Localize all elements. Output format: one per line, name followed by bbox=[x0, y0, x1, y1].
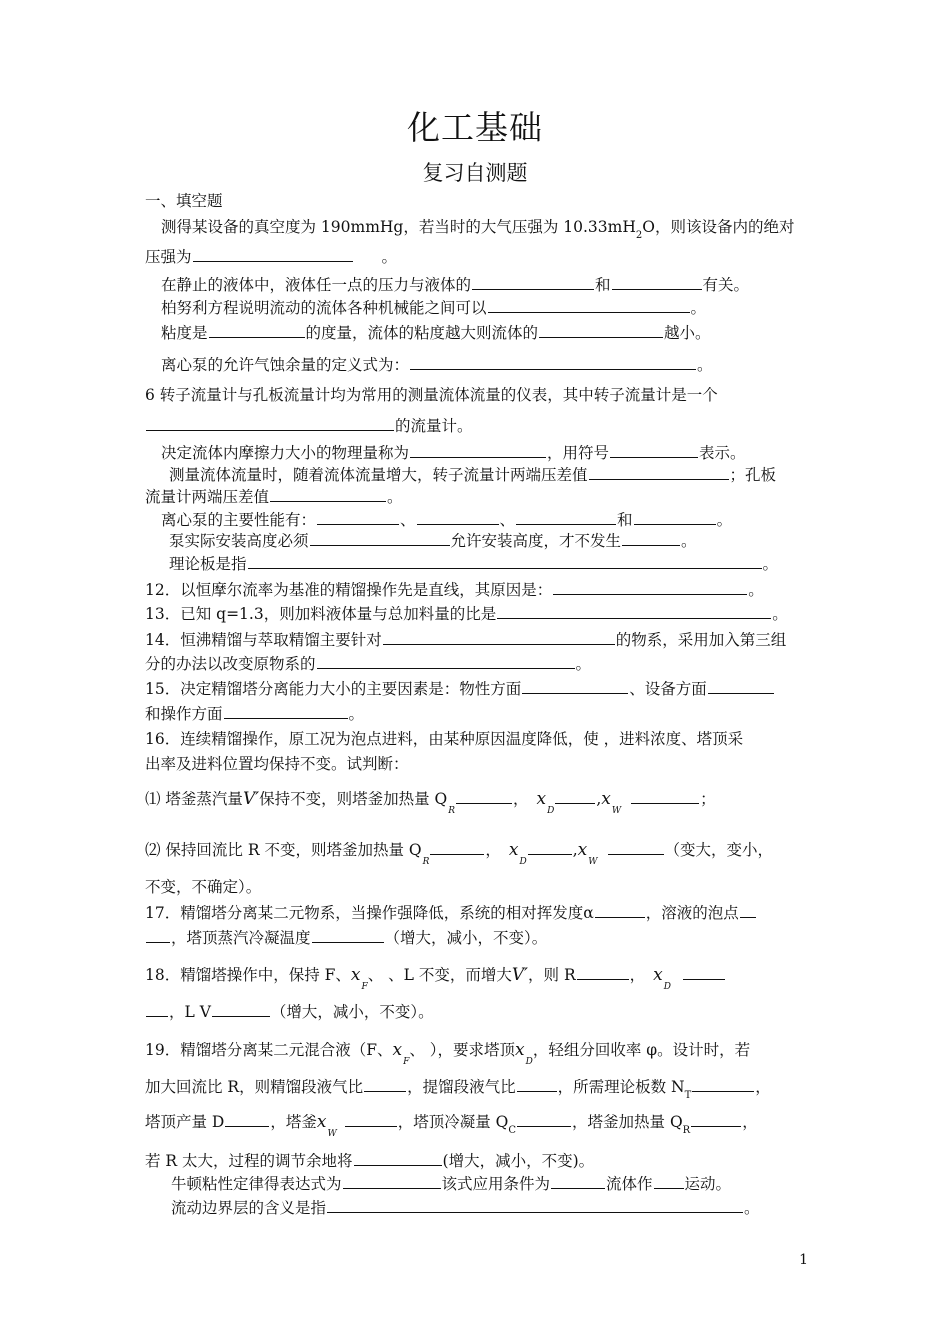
blank[interactable] bbox=[310, 531, 450, 546]
blank[interactable] bbox=[343, 1174, 441, 1189]
question-7: 决定流体内摩擦力大小的物理量称为 ，用符号 表示。 bbox=[161, 444, 746, 462]
page-subtitle: 复习自测题 bbox=[422, 161, 528, 185]
blank[interactable] bbox=[517, 1077, 557, 1092]
blank[interactable] bbox=[577, 965, 629, 980]
blank[interactable] bbox=[383, 630, 615, 645]
blank[interactable] bbox=[691, 1112, 741, 1127]
blank[interactable] bbox=[595, 903, 645, 918]
blank[interactable] bbox=[610, 443, 698, 458]
blank[interactable] bbox=[327, 1198, 743, 1213]
blank[interactable] bbox=[209, 323, 305, 338]
question-13: 13．已知 q=1.3，则加料液体量与总加料量的比是 。 bbox=[145, 605, 788, 623]
question-6-line-2: 的流量计。 bbox=[145, 416, 473, 436]
blank[interactable] bbox=[654, 1174, 684, 1189]
question-12: 12．以恒摩尔流率为基准的精馏操作先是直线，其原因是： 。 bbox=[145, 581, 764, 599]
blank[interactable] bbox=[522, 679, 628, 694]
blank[interactable] bbox=[146, 928, 170, 943]
question-16-line-1: 16．连续精馏操作，原工况为泡点进料，由某种原因温度降低，使 ，进料浓度、塔顶采 bbox=[145, 730, 744, 748]
question-15-line-2: 和操作方面 。 bbox=[145, 705, 365, 723]
question-19-line-3: 塔顶产量 D ，塔釜$x_W$，塔顶冷凝量 $Q_C$ ，塔釜加热量 $Q_R$ ， bbox=[145, 1112, 758, 1139]
section-heading: 一、填空题 bbox=[145, 192, 223, 210]
question-4: 粘度是 的度量，流体的粘度越大则流体的 越小。 bbox=[161, 324, 711, 342]
blank[interactable] bbox=[497, 604, 771, 619]
question-16-part-2: ⑵ 保持回流比 R 不变，则塔釜加热量 $Q_R$， $x_D,x_W$（变大，变小， bbox=[145, 840, 774, 867]
blank[interactable] bbox=[410, 443, 546, 458]
question-19-line-1: 19．精馏塔分离某二元混合液（F、$x_F$、 ），要求塔顶$x_D$，轻组分回收率 φ。设计时，若 bbox=[145, 1040, 751, 1067]
blank[interactable] bbox=[364, 1077, 406, 1092]
blank[interactable] bbox=[589, 465, 729, 480]
question-19-line-2: 加大回流比 R，则精馏段液气比 ，提馏段液气比 ，所需理论板数 $N_T$ ， bbox=[145, 1078, 771, 1101]
blank[interactable] bbox=[317, 510, 399, 525]
blank[interactable] bbox=[225, 1112, 269, 1127]
blank[interactable] bbox=[683, 965, 725, 980]
blank[interactable] bbox=[317, 654, 575, 669]
question-15-line-1: 15．决定精馏塔分离能力大小的主要因素是：物性方面 、设备方面 bbox=[145, 679, 775, 699]
question-18-line-1: 18．精馏塔操作中，保持 F、$x_F$、 、L 不变，而增大V′，则 R ， $x_D$ bbox=[145, 965, 726, 997]
blank[interactable] bbox=[539, 323, 663, 338]
blank[interactable] bbox=[551, 1174, 605, 1189]
blank[interactable] bbox=[456, 789, 512, 804]
question-3: 柏努利方程说明流动的流体各种机械能之间可以 。 bbox=[161, 299, 707, 317]
blank[interactable] bbox=[354, 1151, 442, 1166]
blank[interactable] bbox=[212, 1002, 270, 1017]
blank[interactable] bbox=[430, 840, 484, 855]
question-16-line-2: 出率及进料位置均保持不变。试判断： bbox=[145, 755, 409, 773]
blank[interactable] bbox=[517, 1112, 571, 1127]
question-6-line-1: 6 转子流量计与孔板流量计均为常用的测量流体流量的仪表，其中转子流量计是一个 bbox=[145, 386, 718, 404]
question-8-line-1: 测量流体流量时，随着流体流量增大，转子流量计两端压差值 ；孔板 bbox=[169, 466, 777, 484]
question-11: 理论板是指 。 bbox=[169, 555, 779, 573]
blank[interactable] bbox=[146, 1002, 168, 1017]
blank[interactable] bbox=[528, 840, 572, 855]
blank[interactable] bbox=[248, 554, 762, 569]
question-18-line-2: ，L V （增大，减小，不变）。 bbox=[145, 1002, 434, 1022]
page-title: 化工基础 bbox=[407, 108, 543, 147]
question-9: 离心泵的主要性能有： 、 、 和 。 bbox=[161, 511, 733, 529]
blank[interactable] bbox=[555, 789, 595, 804]
question-10: 泵实际安装高度必须 允许安装高度，才不发生 。 bbox=[169, 532, 697, 550]
page-number: 1 bbox=[799, 1252, 808, 1268]
question-14-line-1: 14．恒沸精馏与萃取精馏主要针对 的物系，采用加入第三组 bbox=[145, 631, 787, 649]
blank[interactable] bbox=[312, 928, 384, 943]
question-8-line-2: 流量计两端压差值 。 bbox=[145, 488, 403, 506]
blank[interactable] bbox=[740, 903, 756, 918]
blank[interactable] bbox=[516, 510, 616, 525]
question-17-line-2: ，塔顶蒸汽冷凝温度 （增大，减小，不变）。 bbox=[145, 928, 547, 948]
blank[interactable] bbox=[631, 789, 699, 804]
blank[interactable] bbox=[224, 704, 348, 719]
question-21: 流动边界层的含义是指 。 bbox=[171, 1199, 760, 1217]
blank[interactable] bbox=[193, 247, 353, 262]
blank[interactable] bbox=[708, 679, 774, 694]
blank[interactable] bbox=[622, 531, 680, 546]
blank[interactable] bbox=[345, 1112, 397, 1127]
question-16-line-5: 不变，不确定）。 bbox=[145, 878, 262, 896]
question-1-line-2: 压强为 。 bbox=[145, 248, 398, 266]
blank[interactable] bbox=[612, 275, 702, 290]
blank[interactable] bbox=[472, 275, 594, 290]
blank[interactable] bbox=[417, 510, 499, 525]
question-2: 在静止的液体中，液体任一点的压力与液体的 和 有关。 bbox=[161, 276, 750, 294]
blank[interactable] bbox=[410, 355, 696, 370]
question-1-line-1: 测得某设备的真空度为 190mmHg，若当时的大气压强为 $10.33mH_2O$，则该设备内的绝对 bbox=[161, 218, 795, 241]
blank[interactable] bbox=[146, 416, 394, 431]
question-20: 牛顿粘性定律得表达式为 该式应用条件为 流体作 运动。 bbox=[171, 1175, 732, 1193]
question-14-line-2: 分的办法以改变原物系的 。 bbox=[145, 655, 592, 673]
blank[interactable] bbox=[634, 510, 716, 525]
blank[interactable] bbox=[488, 298, 690, 313]
blank[interactable] bbox=[692, 1077, 754, 1092]
question-19-line-4: 若 R 太大，过程的调节余地将 (增大，减小，不变)。 bbox=[145, 1152, 595, 1170]
question-17-line-1: 17．精馏塔分离某二元物系，当操作强降低，系统的相对挥发度α ，溶液的泡点 bbox=[145, 903, 757, 923]
question-16-part-1: ⑴ 塔釜蒸汽量V′保持不变，则塔釜加热量 $Q_R$， $x_D,x_W$； bbox=[145, 789, 716, 816]
blank[interactable] bbox=[608, 840, 664, 855]
blank[interactable] bbox=[270, 487, 386, 502]
question-5: 离心泵的允许气蚀余量的定义式为： 。 bbox=[161, 356, 713, 374]
blank[interactable] bbox=[553, 580, 747, 595]
